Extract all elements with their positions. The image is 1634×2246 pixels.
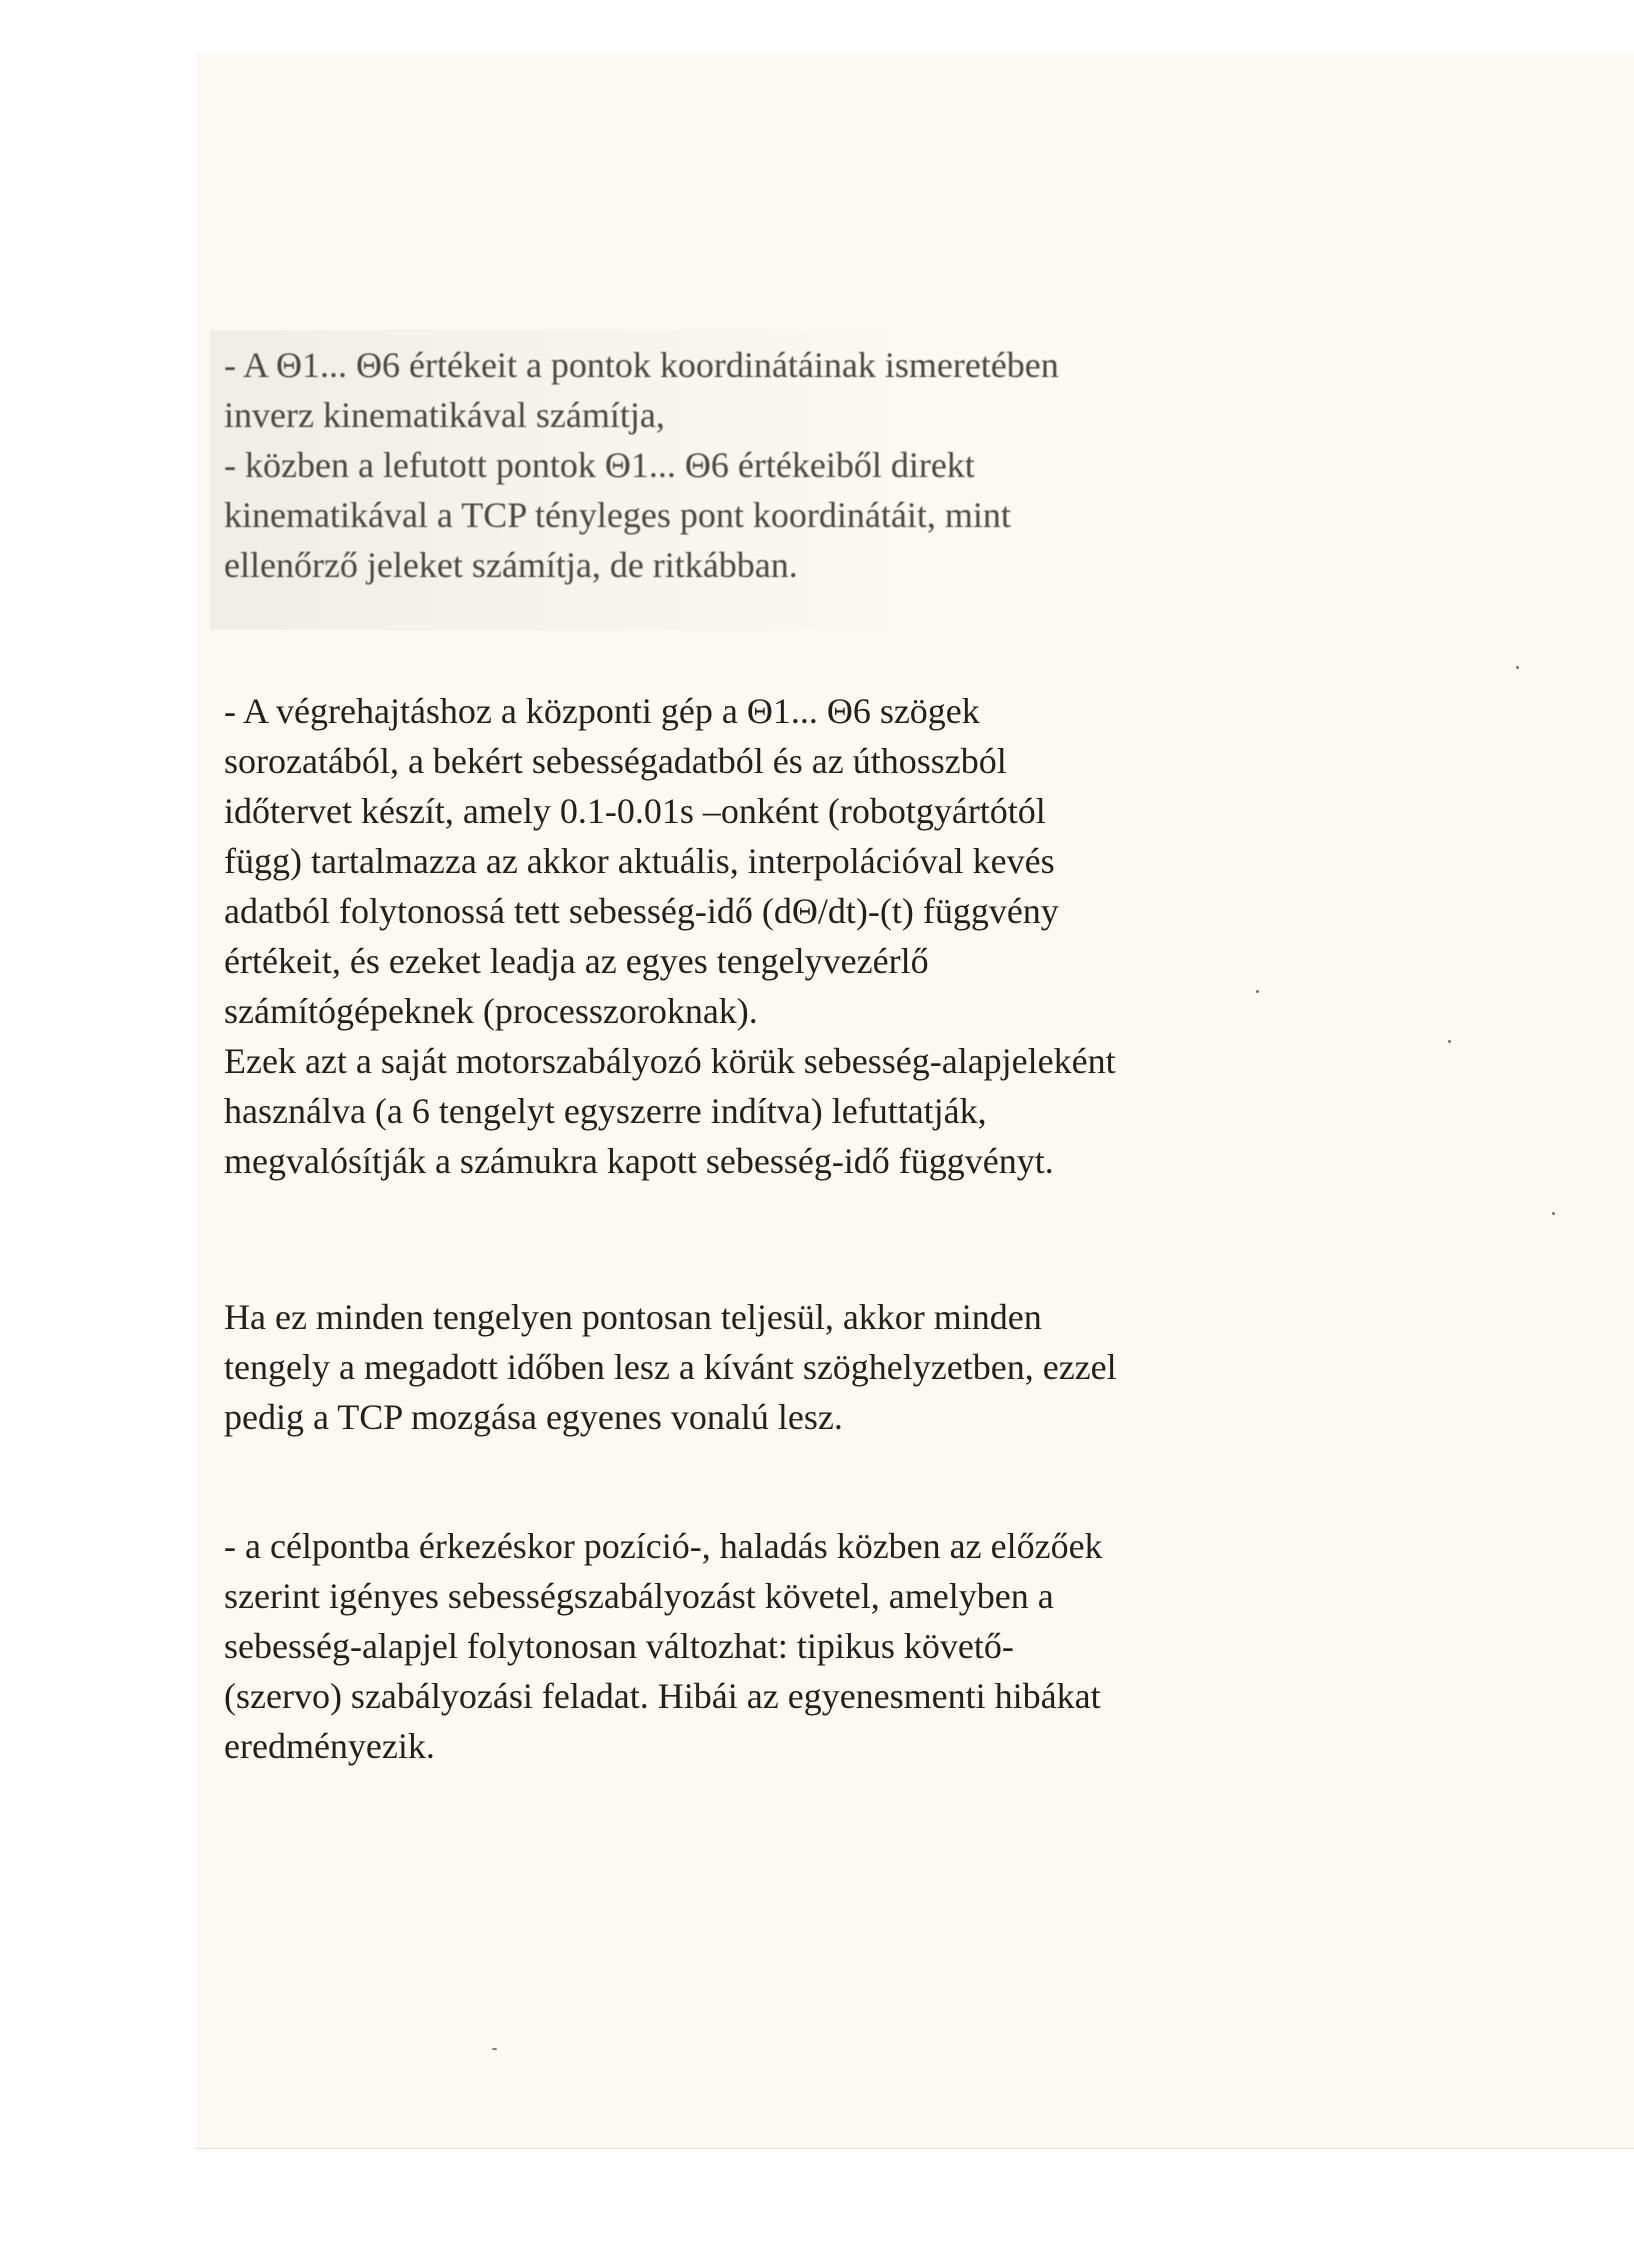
text-line: értékeit, és ezeket leadja az egyes tengelyvezérlő [224,941,929,981]
paragraph-straight-line-motion [224,1292,1424,1442]
text-line: használva (a 6 tengelyt egyszerre indítva) lefuttatják, [224,1091,987,1131]
text-line: - A Θ1... Θ6 értékeit a pontok koordinátáinak ismeretében [224,345,1059,385]
scan-speck [1552,1212,1555,1215]
text-line: pedig a TCP mozgása egyenes vonalú lesz. [224,1397,843,1437]
text-line: eredményezik. [224,1726,435,1766]
text-line: megvalósítják a számukra kapott sebesség-idő függvényt. [224,1141,1054,1181]
text-line: sebesség-alapjel folytonosan változhat: tipikus követő- [224,1626,1014,1666]
text-line: sorozatából, a bekért sebességadatból és az úthosszból [224,741,1007,781]
text-line: (szervo) szabályozási feladat. Hibái az egyenesmenti hibákat [224,1676,1101,1716]
text-line: tengely a megadott időben lesz a kívánt szöghelyzetben, ezzel [224,1347,1117,1387]
paragraph-execution [224,686,1424,1186]
text-line: Ha ez minden tengelyen pontosan teljesül, akkor minden [224,1297,1042,1337]
text-line: függ) tartalmazza az akkor aktuális, interpolációval kevés [224,841,1055,881]
scan-speck [492,2048,497,2050]
text-line: Ezek azt a saját motorszabályozó körük sebesség-alapjeleként [224,1041,1116,1081]
paragraph-inverse-kinematics [224,340,1424,590]
text-line: időtervet készít, amely 0.1-0.01s –onként (robotgyártótól [224,791,1046,831]
text-line: számítógépeknek (processzoroknak). [224,991,758,1031]
scan-speck [1516,666,1519,669]
scan-margin-top [0,0,1634,53]
text-line: szerint igényes sebességszabályozást követel, amelyben a [224,1576,1054,1616]
paragraph-servo-control [224,1521,1424,1771]
text-line: adatból folytonossá tett sebesség-idő (dΘ/dt)-(t) függvény [224,891,1059,931]
scan-speck [1448,1040,1451,1043]
text-line: - a célpontba érkezéskor pozíció-, haladás közben az előzőek [224,1526,1103,1566]
text-line: - közben a lefutott pontok Θ1... Θ6 értékeiből direkt [224,445,975,485]
text-line: - A végrehajtáshoz a központi gép a Θ1... Θ6 szögek [224,691,980,731]
scan-speck [1256,990,1259,993]
text-line: ellenőrző jeleket számítja, de ritkábban. [224,545,798,585]
text-line: kinematikával a TCP tényleges pont koordinátáit, mint [224,495,1011,535]
text-line: inverz kinematikával számítja, [224,395,665,435]
